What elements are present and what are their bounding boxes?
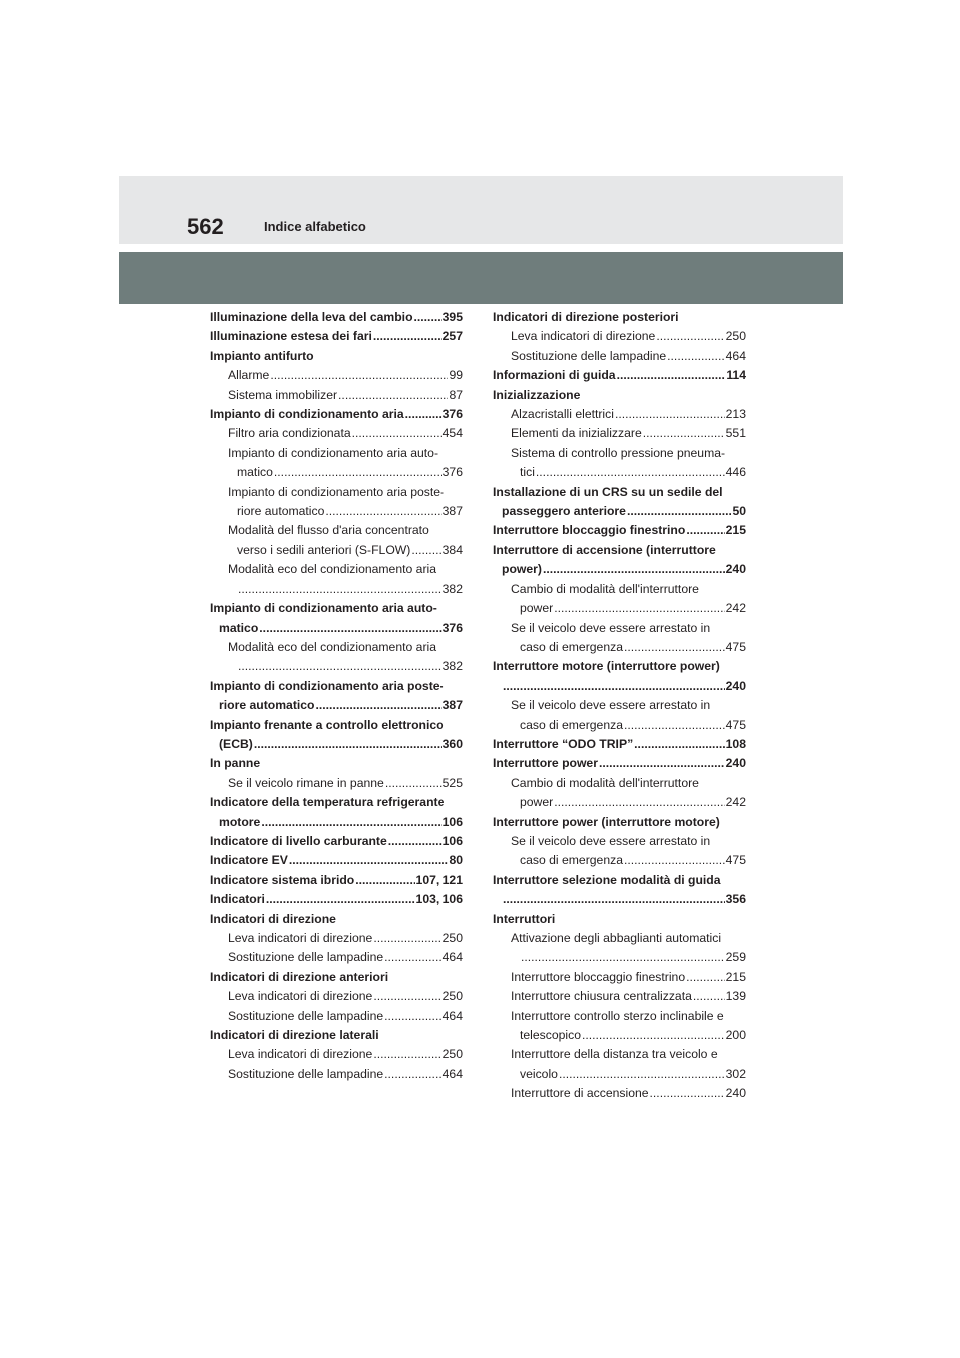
entry-page-number: 106 (442, 833, 463, 848)
entry-text: Interruttore controllo sterzo inclinabile e (511, 1008, 724, 1023)
index-entry (493, 386, 746, 405)
entry-text: Indicatori di direzione (210, 911, 336, 926)
index-entry (210, 599, 463, 618)
entry-text: Sistema immobilizer (228, 387, 338, 402)
entry-page-number: 99 (449, 368, 463, 383)
index-entry (493, 851, 746, 870)
entry-text: Impianto di condizionamento aria poste- (210, 678, 444, 693)
dot-leader (624, 716, 725, 735)
index-entry (210, 327, 463, 346)
index-entry (210, 619, 463, 638)
dot-leader (554, 793, 724, 812)
entry-text: Sostituzione delle lampadine (511, 348, 667, 363)
index-entry (210, 832, 463, 851)
dot-leader (384, 948, 442, 967)
index-entry (210, 735, 463, 754)
entry-page-number: 250 (442, 989, 463, 1004)
index-entry (493, 1084, 746, 1103)
dot-leader (238, 580, 442, 599)
entry-page-number: 376 (442, 620, 463, 635)
entry-text: matico (219, 620, 259, 635)
index-entry (493, 599, 746, 618)
entry-page-number: 242 (725, 795, 746, 810)
entry-text: Interruttore bloccaggio finestrino (511, 969, 686, 984)
index-entry (210, 1065, 463, 1084)
index-entry (493, 890, 746, 909)
index-entry (210, 366, 463, 385)
index-entry (210, 444, 463, 463)
dot-leader (643, 424, 725, 443)
index-entry (493, 347, 746, 366)
dot-leader (316, 696, 442, 715)
index-entry (493, 696, 746, 715)
entry-text: Illuminazione della leva del cambio (210, 310, 413, 324)
entry-page-number: 250 (725, 329, 746, 344)
index-entry (210, 677, 463, 696)
dot-leader (693, 987, 725, 1006)
entry-text: riore automatico (219, 698, 315, 713)
index-entry (210, 560, 463, 579)
dot-leader (599, 754, 725, 773)
entry-page-number: 215 (725, 523, 746, 538)
entry-text: Impianto di condizionamento aria poste- (228, 484, 445, 499)
entry-page-number: 240 (725, 1086, 746, 1101)
dot-leader (261, 813, 441, 832)
dot-leader (617, 366, 726, 385)
entry-text: Interruttori (493, 911, 556, 926)
entry-text: Impianto di condizionamento aria auto- (228, 445, 439, 460)
index-entry (493, 1026, 746, 1045)
index-entry (493, 832, 746, 851)
entry-text: Interruttore selezione modalità di guida (493, 872, 721, 887)
index-entry (210, 910, 463, 929)
dot-leader (254, 735, 442, 754)
index-entry (493, 463, 746, 482)
entry-text: power (520, 795, 554, 810)
entry-text: Sostituzione delle lampadine (228, 1066, 384, 1081)
index-column-right (493, 308, 746, 1104)
index-entry (493, 444, 746, 463)
entry-text: Sistema di controllo pressione pneuma- (511, 445, 726, 460)
index-entry (210, 871, 463, 890)
index-entry (210, 813, 463, 832)
index-entry (493, 929, 746, 948)
index-entry (210, 502, 463, 521)
index-entry (493, 948, 746, 967)
entry-page-number: 360 (442, 736, 463, 751)
dot-leader (338, 386, 448, 405)
index-entry (210, 793, 463, 812)
entry-text: Impianto di condizionamento aria auto- (210, 601, 437, 616)
dot-leader (384, 1007, 442, 1026)
entry-text: Leva indicatori di direzione (228, 1047, 373, 1062)
index-entry (493, 793, 746, 812)
index-entry (210, 541, 463, 560)
index-entry (210, 987, 463, 1006)
dot-leader (667, 347, 725, 366)
entry-text: Cambio di modalità dell'interruttore (511, 775, 699, 790)
dot-leader (624, 851, 725, 870)
dot-leader (650, 1084, 725, 1103)
entry-text: Interruttore bloccaggio finestrino (493, 523, 686, 538)
entry-page-number: 250 (442, 1047, 463, 1062)
entry-page-number: 80 (449, 853, 463, 868)
entry-page-number: 240 (725, 756, 746, 771)
index-entry (210, 851, 463, 870)
entry-text: Indicatori di direzione laterali (210, 1028, 379, 1043)
entry-text: Illuminazione estesa dei fari (210, 329, 372, 344)
entry-text: Sostituzione delle lampadine (228, 1008, 384, 1023)
entry-page-number: 464 (725, 348, 746, 363)
dot-leader (411, 541, 441, 560)
entry-text: Modalità eco del condizionamento aria (228, 562, 436, 577)
index-entry (210, 657, 463, 676)
dot-leader (325, 502, 441, 521)
index-entry (210, 948, 463, 967)
index-entry (210, 347, 463, 366)
entry-page-number: 384 (442, 542, 463, 557)
entry-page-number: 387 (442, 698, 463, 713)
entry-page-number: 87 (449, 387, 463, 402)
dot-leader (624, 638, 725, 657)
entry-text: Attivazione degli abbaglianti automatici (511, 931, 722, 945)
index-entry (493, 580, 746, 599)
entry-text: Inizializzazione (493, 387, 581, 402)
entry-text: Interruttore di accensione (interruttore (493, 542, 716, 557)
entry-page-number: 240 (725, 562, 746, 577)
dot-leader (627, 502, 731, 521)
entry-page-number: 387 (442, 504, 463, 519)
entry-text: Filtro aria condizionata (228, 426, 351, 441)
dot-leader (405, 405, 442, 424)
entry-page-number: 259 (725, 950, 746, 965)
header-bar (119, 252, 843, 304)
entry-text: (ECB) (219, 736, 253, 751)
entry-page-number: 200 (725, 1028, 746, 1043)
index-entry (210, 483, 463, 502)
index-entry (493, 1065, 746, 1084)
entry-page-number: 257 (442, 329, 463, 344)
index-entry (210, 463, 463, 482)
dot-leader (270, 366, 448, 385)
entry-text: Indicatori di direzione posteriori (493, 310, 679, 324)
entry-text: Se il veicolo deve essere arrestato in (511, 698, 711, 713)
entry-text: caso di emergenza (520, 853, 623, 868)
dot-leader (521, 948, 725, 967)
index-entry (493, 871, 746, 890)
entry-page-number: 114 (726, 368, 746, 383)
dot-leader (384, 1065, 442, 1084)
index-entry (210, 1045, 463, 1064)
index-entry (493, 327, 746, 346)
index-column-left (210, 308, 463, 1084)
section-title: Indice alfabetico (264, 219, 366, 234)
dot-leader (414, 308, 442, 327)
entry-text: caso di emergenza (520, 639, 623, 654)
dot-leader (543, 560, 725, 579)
page-number: 562 (187, 214, 224, 239)
index-entry (210, 929, 463, 948)
entry-page-number: 395 (442, 310, 463, 324)
entry-page-number: 464 (442, 1066, 463, 1081)
entry-page-number: 139 (725, 989, 746, 1004)
entry-text: Impianto di condizionamento aria (210, 407, 404, 422)
entry-page-number: 382 (442, 581, 463, 596)
index-entry (210, 1007, 463, 1026)
entry-page-number: 103, 106 (415, 892, 463, 907)
dot-leader (559, 1065, 725, 1084)
entry-page-number: 356 (725, 892, 746, 907)
entry-text: Interruttore “ODO TRIP” (493, 736, 634, 751)
index-entry (493, 405, 746, 424)
dot-leader (582, 1026, 725, 1045)
dot-leader (274, 463, 442, 482)
dot-leader (289, 851, 449, 870)
entry-text: Indicatore EV (210, 853, 288, 868)
entry-text: Cambio di modalità dell'interruttore (511, 581, 699, 596)
index-entry (210, 424, 463, 443)
dot-leader (503, 890, 725, 909)
entry-text: telescopico (520, 1028, 581, 1043)
entry-text: power) (502, 562, 542, 577)
entry-text: In panne (210, 756, 261, 771)
dot-leader (686, 968, 725, 987)
index-entry (493, 638, 746, 657)
entry-text: tici (520, 465, 535, 480)
entry-text: matico (237, 465, 273, 480)
index-entry (493, 813, 746, 832)
dot-leader (373, 929, 441, 948)
entry-text: Impianto frenante a controllo elettronico (210, 717, 444, 732)
dot-leader (388, 832, 442, 851)
dot-leader (686, 521, 724, 540)
entry-text: Installazione di un CRS su un sedile del (493, 484, 723, 499)
entry-text: Impianto antifurto (210, 348, 314, 363)
entry-text: Allarme (228, 368, 270, 383)
index-entry (210, 638, 463, 657)
index-entry (493, 502, 746, 521)
entry-page-number: 302 (725, 1066, 746, 1081)
entry-page-number: 525 (442, 775, 463, 790)
entry-text: Se il veicolo deve essere arrestato in (511, 833, 711, 848)
index-entry (493, 987, 746, 1006)
dot-leader (355, 871, 414, 890)
index-entry (493, 424, 746, 443)
entry-page-number: 475 (725, 639, 746, 654)
entry-text: power (520, 601, 554, 616)
entry-page-number: 106 (442, 814, 463, 829)
entry-text: Interruttore power (interruttore motore) (493, 814, 720, 829)
entry-page-number: 50 (732, 504, 746, 519)
dot-leader (266, 890, 415, 909)
entry-text: Leva indicatori di direzione (511, 329, 656, 344)
entry-text: Sostituzione delle lampadine (228, 950, 384, 965)
entry-text: passeggero anteriore (502, 504, 626, 519)
index-entry (493, 657, 746, 676)
dot-leader (373, 987, 441, 1006)
entry-text: Indicatori (210, 892, 265, 907)
entry-text: motore (219, 814, 261, 829)
dot-leader (615, 405, 725, 424)
entry-text: Interruttore motore (interruttore power) (493, 659, 720, 674)
dot-leader (352, 424, 442, 443)
entry-text: Alzacristalli elettrici (511, 407, 614, 422)
entry-page-number: 213 (725, 407, 746, 422)
header-band (119, 176, 843, 244)
dot-leader (503, 677, 725, 696)
dot-leader (536, 463, 725, 482)
entry-text: Modalità eco del condizionamento aria (228, 639, 436, 654)
index-entry (493, 483, 746, 502)
index-entry (493, 1045, 746, 1064)
index-entry (210, 968, 463, 987)
entry-text: Indicatore della temperatura refrigerante (210, 795, 445, 810)
index-entry (493, 366, 746, 385)
entry-text: Leva indicatori di direzione (228, 989, 373, 1004)
entry-text: Interruttore power (493, 756, 598, 771)
dot-leader (238, 657, 442, 676)
entry-text: Se il veicolo deve essere arrestato in (511, 620, 711, 635)
entry-page-number: 215 (725, 969, 746, 984)
entry-page-number: 108 (725, 736, 746, 751)
entry-page-number: 446 (725, 465, 746, 480)
index-entry (210, 521, 463, 540)
index-entry (210, 754, 463, 773)
index-entry (493, 308, 746, 327)
entry-text: Indicatori di direzione anteriori (210, 969, 389, 984)
index-entry (493, 968, 746, 987)
dot-leader (373, 327, 442, 346)
entry-page-number: 464 (442, 950, 463, 965)
index-entry (493, 716, 746, 735)
dot-leader (554, 599, 724, 618)
dot-leader (259, 619, 441, 638)
dot-leader (385, 774, 442, 793)
index-entry (210, 696, 463, 715)
index-entry (493, 521, 746, 540)
index-entry (210, 405, 463, 424)
entry-text: Elementi da inizializzare (511, 426, 642, 441)
index-entry (210, 1026, 463, 1045)
entry-text: Indicatore di livello carburante (210, 833, 387, 848)
entry-page-number: 454 (442, 426, 463, 441)
index-entry (210, 580, 463, 599)
entry-page-number: 107, 121 (415, 872, 463, 887)
index-entry (493, 910, 746, 929)
index-entry (493, 677, 746, 696)
entry-text: Se il veicolo rimane in panne (228, 775, 384, 790)
entry-page-number: 475 (725, 853, 746, 868)
entry-page-number: 464 (442, 1008, 463, 1023)
entry-text: veicolo (520, 1066, 558, 1081)
entry-page-number: 250 (442, 931, 463, 945)
entry-text: Interruttore di accensione (511, 1086, 649, 1101)
entry-text: Interruttore chiusura centralizzata (511, 989, 692, 1004)
entry-text: Interruttore della distanza tra veicolo e (511, 1047, 718, 1062)
dot-leader (656, 327, 724, 346)
index-entry (493, 774, 746, 793)
entry-page-number: 376 (442, 465, 463, 480)
index-entry (493, 619, 746, 638)
dot-leader (373, 1045, 441, 1064)
entry-page-number: 551 (725, 426, 746, 441)
index-entry (493, 560, 746, 579)
entry-text: Informazioni di guida (493, 368, 616, 383)
entry-text: Modalità del flusso d'aria concentrato (228, 523, 429, 538)
index-entry (493, 735, 746, 754)
dot-leader (634, 735, 724, 754)
entry-text: verso i sedili anteriori (S-FLOW) (237, 542, 411, 557)
index-entry (493, 541, 746, 560)
entry-page-number: 242 (725, 601, 746, 616)
index-entry (210, 890, 463, 909)
index-entry (210, 308, 463, 327)
index-entry (210, 774, 463, 793)
entry-page-number: 382 (442, 659, 463, 674)
index-entry (493, 1007, 746, 1026)
entry-page-number: 376 (442, 407, 463, 422)
entry-page-number: 240 (725, 678, 746, 693)
index-entry (493, 754, 746, 773)
index-entry (210, 386, 463, 405)
entry-text: riore automatico (237, 504, 325, 519)
entry-text: Leva indicatori di direzione (228, 931, 373, 945)
index-entry (210, 716, 463, 735)
entry-page-number: 475 (725, 717, 746, 732)
entry-text: Indicatore sistema ibrido (210, 872, 355, 887)
entry-text: caso di emergenza (520, 717, 623, 732)
